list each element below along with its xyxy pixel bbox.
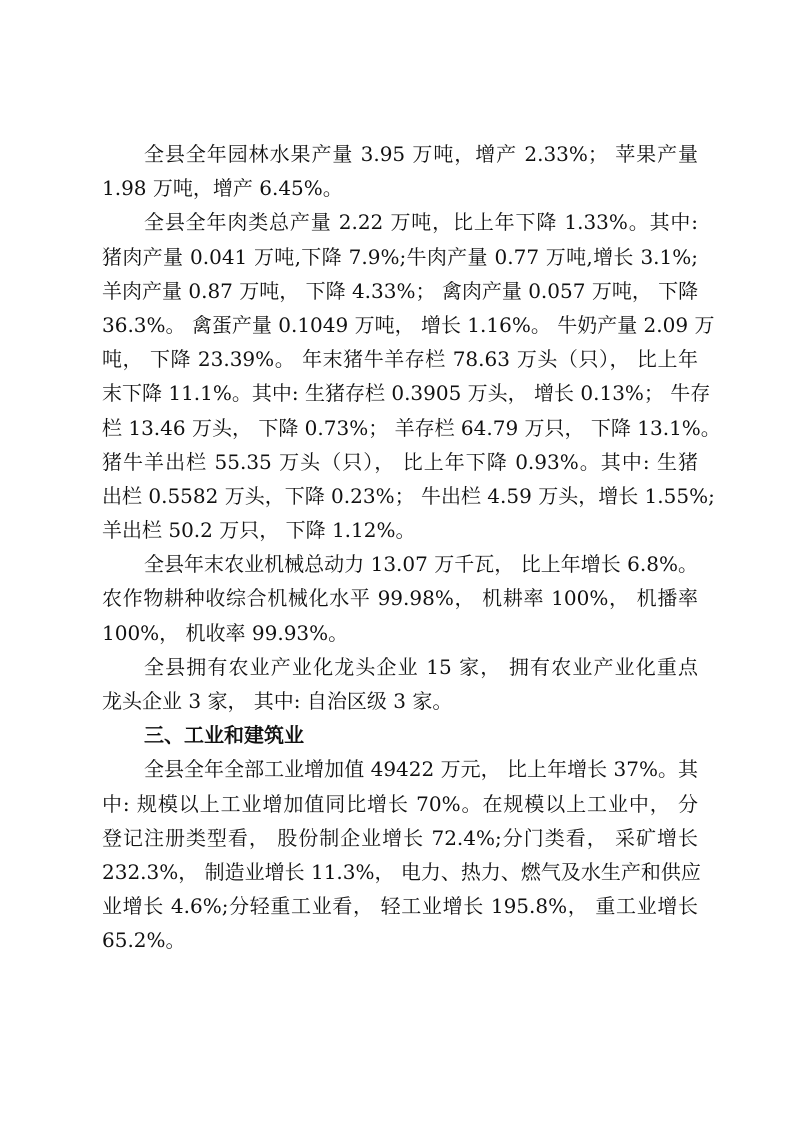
text-line: 农作物耕种收综合机械化水平 99.98%， 机耕率 100%， 机播率 xyxy=(102,586,698,611)
text-line: 羊肉产量 0.87 万吨， 下降 4.33%； 禽肉产量 0.057 万吨， 下降 xyxy=(102,278,699,303)
text-line: 猪牛羊出栏 55.35 万头（只）， 比上年下降 0.93%。其中: 生猪 xyxy=(102,449,698,474)
text-line: 100%， 机收率 99.93%。 xyxy=(102,620,349,645)
text-line: 吨， 下降 23.39%。 年末猪牛羊存栏 78.63 万头（只）， 比上年 xyxy=(102,347,698,372)
text-line: 出栏 0.5582 万头，下降 0.23%； 牛出栏 4.59 万头，增长 1.55%; xyxy=(102,483,715,508)
text-line: 业增长 4.6%;分轻重工业看， 轻工业增长 195.8%， 重工业增长 xyxy=(102,894,698,919)
text-line: 全县全年全部工业增加值 49422 万元， 比上年增长 37%。其 xyxy=(144,757,698,782)
paragraph-machinery xyxy=(102,547,698,650)
text-line: 龙头企业 3 家， 其中: 自治区级 3 家。 xyxy=(102,689,453,713)
text-line: 中: 规模以上工业增加值同比增长 70%。在规模以上工业中， 分 xyxy=(102,791,698,816)
paragraph-fruit-output xyxy=(102,137,698,205)
text-line: 全县全年肉类总产量 2.22 万吨，比上年下降 1.33%。其中: xyxy=(144,210,698,235)
text-line: 1.98 万吨，增产 6.45%。 xyxy=(102,176,343,201)
text-line: 末下降 11.1%。其中: 生猪存栏 0.3905 万头， 增长 0.13%； 牛存 xyxy=(102,381,711,406)
text-line: 232.3%， 制造业增长 11.3%， 电力、热力、燃气及水生产和供应 xyxy=(102,859,701,884)
text-line: 登记注册类型看， 股份制企业增长 72.4%;分门类看， 采矿增长 xyxy=(102,825,698,850)
text-line: 栏 13.46 万头， 下降 0.73%； 羊存栏 64.79 万只， 下降 13.1%。 xyxy=(102,415,721,440)
paragraph-enterprises xyxy=(102,650,698,718)
text-line: 全县年末农业机械总动力 13.07 万千瓦， 比上年增长 6.8%。 xyxy=(144,552,698,577)
paragraph-meat-output xyxy=(102,205,721,547)
section-heading: 三、工业和建筑业 xyxy=(144,723,304,748)
text-line: 全县拥有农业产业化龙头企业 15 家， 拥有农业产业化重点 xyxy=(144,654,698,679)
text-line: 36.3%。 禽蛋产量 0.1049 万吨， 增长 1.16%。 牛奶产量 2.09 万 xyxy=(102,312,715,337)
document-body xyxy=(102,137,721,958)
text-line: 65.2%。 xyxy=(102,928,186,953)
text-line: 猪肉产量 0.041 万吨,下降 7.9%;牛肉产量 0.77 万吨,增长 3.1%; xyxy=(102,244,698,269)
text-line: 羊出栏 50.2 万只， 下降 1.12%。 xyxy=(102,518,416,543)
text-line: 全县全年园林水果产量 3.95 万吨，增产 2.33%； 苹果产量 xyxy=(144,142,698,166)
paragraph-industry xyxy=(102,752,701,957)
